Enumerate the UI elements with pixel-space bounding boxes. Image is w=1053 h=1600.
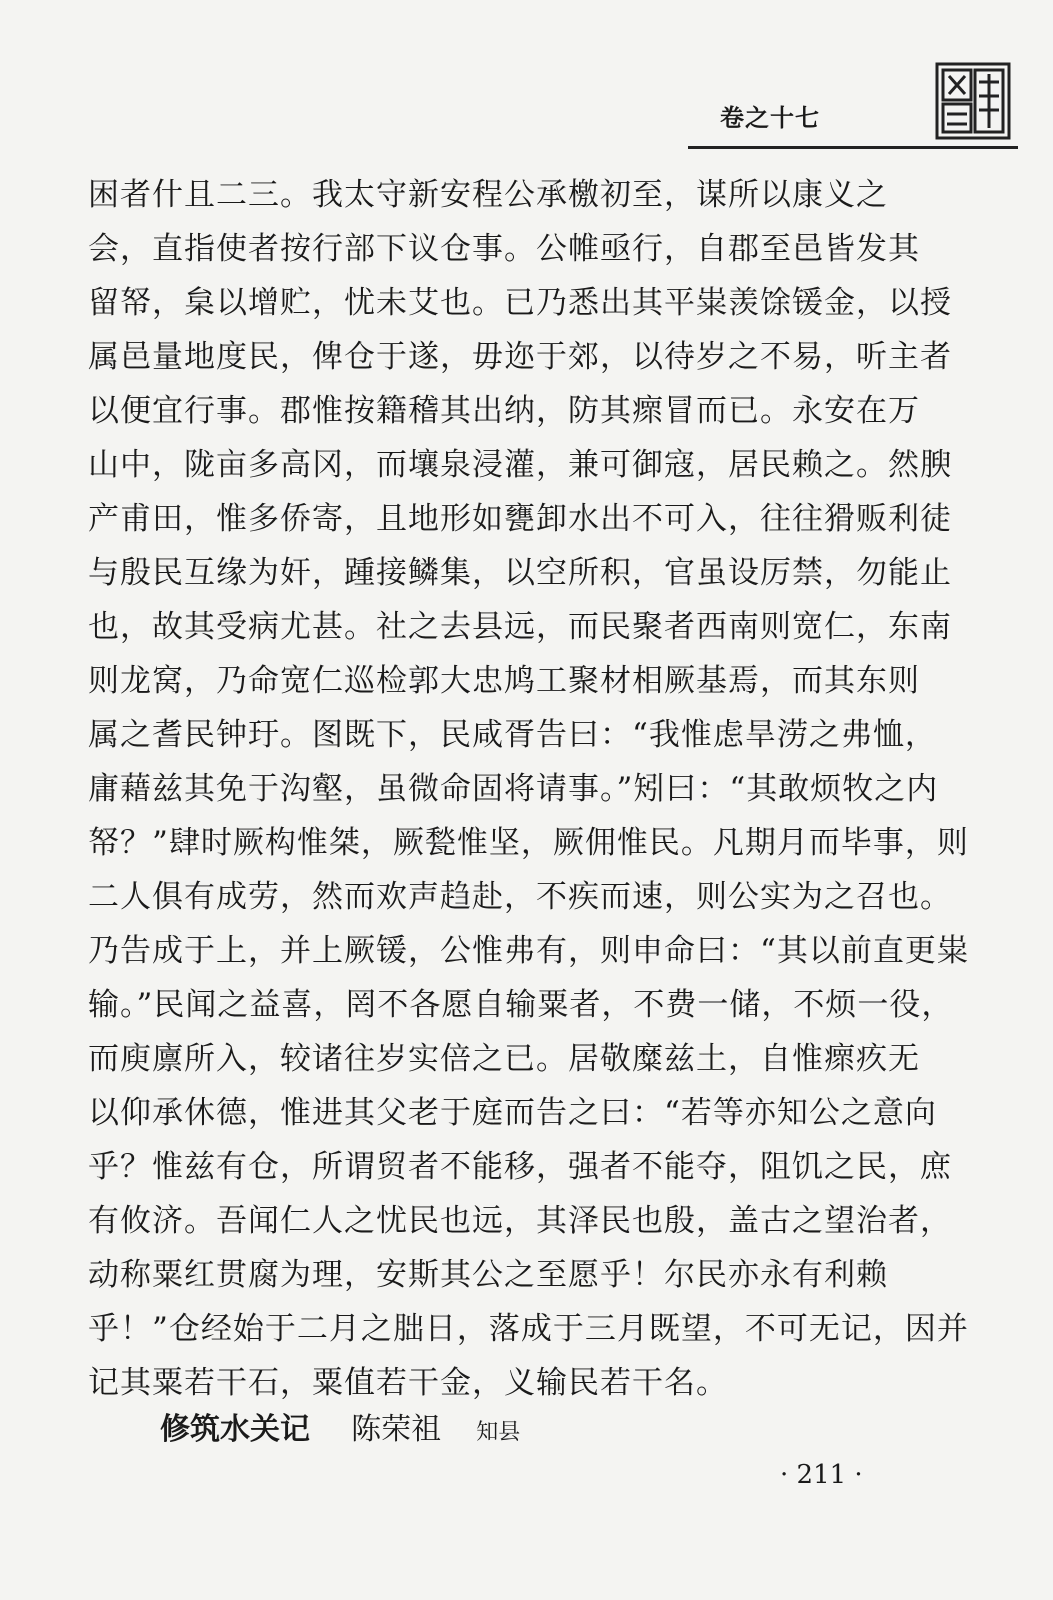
- text-line: 属之耆民钟玗。图既下，民咸胥告曰：“我惟虑旱涝之弗恤，: [88, 717, 937, 753]
- text-line: 也，故其受病尤甚。社之去县远，而民聚者西南则宽仁，东南: [88, 609, 952, 645]
- chapter-label: 卷之十七: [720, 104, 820, 132]
- text-line: 以便宜行事。郡惟按籍稽其出纳，防其瘝冒而已。永安在万: [88, 393, 920, 429]
- text-line: 与殷民互缘为奸，踵接鳞集，以空所积，官虽设厉禁，勿能止: [88, 555, 952, 591]
- text-line: 会，直指使者按行部下议仓事。公帷亟行，自郡至邑皆发其: [88, 231, 920, 267]
- seal-stamp-icon: [935, 62, 1011, 140]
- text-line: 帑？”肆时厥构惟桀，厥甃惟坚，厥佣惟民。凡期月而毕事，则: [88, 825, 969, 861]
- text-line: 山中，陇亩多高冈，而壤泉浸灌，兼可御寇，居民赖之。然腴: [88, 447, 952, 483]
- text-line: 二人俱有成劳，然而欢声趋赴，不疾而速，则公实为之召也。: [88, 879, 952, 915]
- running-head: [700, 98, 920, 138]
- text-line: 留帑，枲以增贮，忧未艾也。已乃悉出其平粜羡馀锾金，以授: [88, 285, 952, 321]
- section-author: 陈荣祖: [351, 1412, 442, 1447]
- text-line: 有攸济。吾闻仁人之忧民也远，其泽民也殷，盖古之望治者，: [88, 1203, 952, 1239]
- text-line: 以仰承休德，惟进其父老于庭而告之曰：“若等亦知公之意向: [88, 1095, 937, 1131]
- text-line: 乎？惟兹有仓，所谓贸者不能移，强者不能夺，阻饥之民，庶: [88, 1149, 952, 1185]
- text-line: 记其粟若干石，粟值若干金，义输民若干名。: [88, 1365, 728, 1401]
- body-text: [88, 168, 969, 1410]
- text-line: 则龙窝，乃命宽仁巡检郭大忠鸠工聚材相厥基焉，而其东则: [88, 663, 920, 699]
- page-number: · 211 ·: [780, 1460, 863, 1490]
- text-line: 产甫田，惟多侨寄，且地形如甕卸水出不可入，往往猾贩利徒: [88, 501, 952, 537]
- text-line: 而庾廪所入，较诸往岁实倍之已。居敬糜兹土，自惟瘝疚无: [88, 1041, 920, 1077]
- text-line: 动称粟红贯腐为理，安斯其公之至愿乎！尔民亦永有利赖: [88, 1257, 888, 1293]
- section-title: 修筑水关记: [160, 1412, 310, 1447]
- section-author-role: 知县: [476, 1420, 521, 1445]
- section-heading: [160, 1408, 520, 1452]
- text-line: 困者什且二三。我太守新安程公承檄初至，谋所以康义之: [88, 177, 888, 213]
- header-rule: [688, 146, 1018, 149]
- text-line: 输。”民闻之益喜，罔不各愿自输粟者，不费一储，不烦一役，: [88, 987, 954, 1023]
- text-line: 乃告成于上，并上厥锾，公惟弗有，则申命曰：“其以前直更粜: [88, 933, 969, 969]
- text-line: 乎！”仓经始于二月之朏日，落成于三月既望，不可无记，因并: [88, 1311, 969, 1347]
- text-line: 属邑量地度民，俾仓于遂，毋迩于郊，以待岁之不易，听主者: [88, 339, 952, 375]
- text-line: 庸藉兹其免于沟壑，虽微命固将请事。”矧曰：“其敢烦牧之内: [88, 771, 939, 807]
